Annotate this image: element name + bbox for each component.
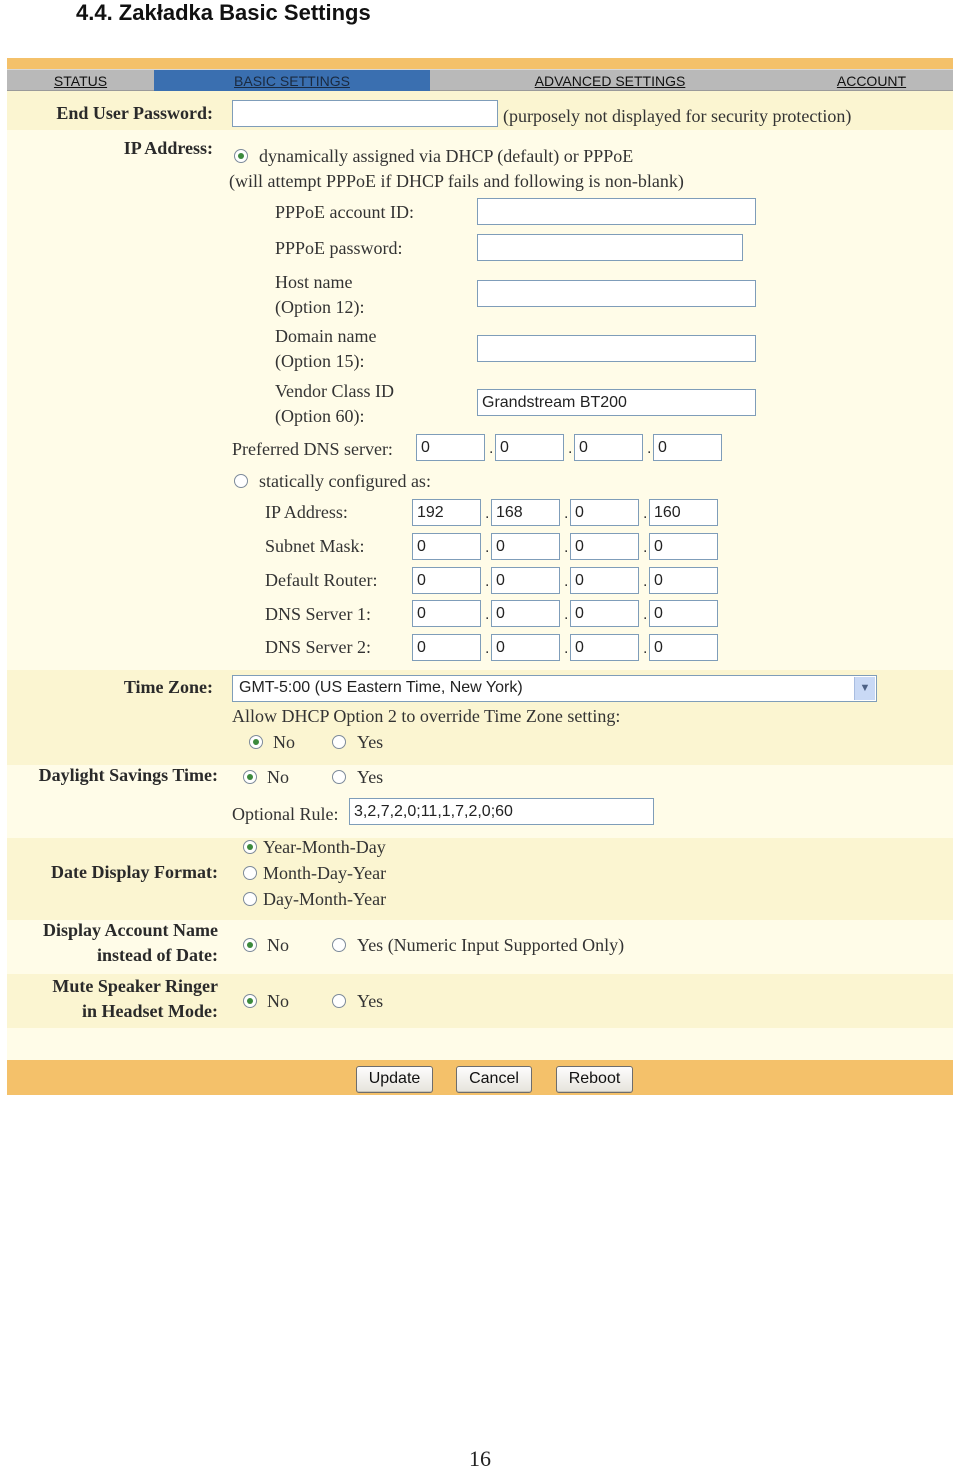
override-no-radio[interactable]: [249, 735, 263, 749]
end-user-password-input[interactable]: [232, 100, 498, 127]
password-note: (purposely not displayed for security protection): [503, 106, 852, 126]
octet-separator: .: [643, 539, 648, 556]
footer-bar: [7, 1060, 953, 1095]
mute-speaker-label-2: in Headset Mode:: [82, 1001, 218, 1021]
octet-separator: .: [564, 640, 569, 657]
octet-separator: .: [564, 573, 569, 590]
page-number: 16: [469, 1446, 491, 1471]
time-zone-select[interactable]: [232, 675, 877, 702]
display-account-name-label: Display Account Name: [43, 920, 218, 940]
octet-separator: .: [564, 539, 569, 556]
date-format-dmy-radio[interactable]: [243, 892, 257, 906]
pppoe-password-label: PPPoE password:: [275, 238, 403, 258]
dns-server-1-octet-2[interactable]: 0: [491, 600, 560, 627]
tab-advanced-settings[interactable]: ADVANCED SETTINGS: [534, 73, 686, 89]
static-radio[interactable]: [234, 474, 248, 488]
override-no-label: No: [273, 732, 295, 752]
static-ip-octet-3[interactable]: 0: [570, 499, 639, 526]
top-accent-bar: [7, 58, 953, 69]
static-ip-octet-1[interactable]: 192: [412, 499, 481, 526]
time-zone-selected: GMT-5:00 (US Eastern Time, New York): [239, 679, 523, 696]
time-zone-label: Time Zone:: [123, 677, 213, 697]
end-user-password-label: End User Password:: [56, 103, 213, 123]
octet-separator: .: [568, 440, 573, 457]
dns-server-2-octet-2[interactable]: 0: [491, 634, 560, 661]
date-format-mdy-radio[interactable]: [243, 866, 257, 880]
mute-no-radio[interactable]: [243, 994, 257, 1008]
daylight-no-radio[interactable]: [243, 770, 257, 784]
octet-separator: .: [485, 539, 490, 556]
octet-separator: .: [643, 573, 648, 590]
tab-basic-settings[interactable]: BASIC SETTINGS: [154, 70, 430, 92]
host-name-label: Host name: [275, 272, 353, 292]
static-ip-label: IP Address:: [265, 502, 348, 522]
chevron-down-icon[interactable]: ▼: [854, 677, 875, 700]
preferred-dns-octet-4[interactable]: 0: [653, 434, 722, 461]
default-router-octet-1[interactable]: 0: [412, 567, 481, 594]
daylight-no-label: No: [267, 767, 289, 787]
octet-separator: .: [643, 606, 648, 623]
subnet-mask-octet-2[interactable]: 0: [491, 533, 560, 560]
dns-server-1-label: DNS Server 1:: [265, 604, 371, 624]
override-yes-radio[interactable]: [332, 735, 346, 749]
octet-separator: .: [485, 606, 490, 623]
update-button[interactable]: Update: [356, 1066, 433, 1093]
host-name-option-label: (Option 12):: [275, 297, 365, 317]
settings-panel: [7, 58, 953, 1095]
octet-separator: .: [564, 606, 569, 623]
daylight-yes-label: Yes: [357, 767, 384, 787]
display-account-name-label-2: instead of Date:: [97, 945, 218, 965]
vendor-class-label: Vendor Class ID: [275, 381, 394, 401]
dns-server-2-octet-3[interactable]: 0: [570, 634, 639, 661]
subnet-mask-label: Subnet Mask:: [265, 536, 365, 556]
ip-address-label: IP Address:: [123, 138, 213, 158]
optional-rule-label: Optional Rule:: [232, 804, 339, 824]
octet-separator: .: [643, 505, 648, 522]
vendor-class-input[interactable]: Grandstream BT200: [477, 389, 756, 416]
mute-yes-label: Yes: [357, 991, 384, 1011]
override-yes-label: Yes: [357, 732, 384, 752]
default-router-octet-4[interactable]: 0: [649, 567, 718, 594]
default-router-octet-2[interactable]: 0: [491, 567, 560, 594]
domain-name-option-label: (Option 15):: [275, 351, 365, 371]
host-name-input[interactable]: [477, 280, 756, 307]
page-heading: 4.4. Zakładka Basic Settings: [76, 0, 371, 25]
reboot-button[interactable]: Reboot: [556, 1066, 633, 1093]
preferred-dns-octet-3[interactable]: 0: [574, 434, 643, 461]
octet-separator: .: [485, 640, 490, 657]
preferred-dns-octet-1[interactable]: 0: [416, 434, 485, 461]
static-option-label: statically configured as:: [259, 471, 431, 491]
pppoe-account-label: PPPoE account ID:: [275, 202, 414, 222]
dns-server-1-octet-4[interactable]: 0: [649, 600, 718, 627]
subnet-mask-octet-3[interactable]: 0: [570, 533, 639, 560]
static-ip-octet-4[interactable]: 160: [649, 499, 718, 526]
dhcp-radio[interactable]: [234, 149, 248, 163]
dhcp-option-label: dynamically assigned via DHCP (default) or PPPoE: [259, 146, 634, 166]
display-account-no-radio[interactable]: [243, 938, 257, 952]
date-format-ymd-radio[interactable]: [243, 840, 257, 854]
preferred-dns-octet-2[interactable]: 0: [495, 434, 564, 461]
default-router-label: Default Router:: [265, 570, 378, 590]
subnet-mask-octet-4[interactable]: 0: [649, 533, 718, 560]
tab-account[interactable]: ACCOUNT: [836, 73, 907, 89]
date-format-dmy-label: Day-Month-Year: [263, 889, 387, 909]
mute-speaker-label: Mute Speaker Ringer: [52, 976, 218, 996]
domain-name-input[interactable]: [477, 335, 756, 362]
default-router-octet-3[interactable]: 0: [570, 567, 639, 594]
pppoe-password-input[interactable]: [477, 234, 743, 261]
tab-status[interactable]: STATUS: [53, 73, 108, 89]
cancel-button[interactable]: Cancel: [456, 1066, 532, 1093]
subnet-mask-octet-1[interactable]: 0: [412, 533, 481, 560]
optional-rule-input[interactable]: 3,2,7,2,0;11,1,7,2,0;60: [349, 798, 654, 825]
octet-separator: .: [485, 505, 490, 522]
dhcp-override-label: Allow DHCP Option 2 to override Time Zone setting:: [232, 706, 621, 726]
dns-server-2-octet-4[interactable]: 0: [649, 634, 718, 661]
octet-separator: .: [489, 440, 494, 457]
daylight-savings-label: Daylight Savings Time:: [38, 765, 218, 785]
octet-separator: .: [643, 640, 648, 657]
preferred-dns-label: Preferred DNS server:: [232, 439, 393, 459]
nav-bar: [7, 69, 953, 91]
octet-separator: .: [485, 573, 490, 590]
date-format-ymd-label: Year-Month-Day: [263, 837, 386, 857]
display-account-yes-radio[interactable]: [332, 938, 346, 952]
date-format-mdy-label: Month-Day-Year: [263, 863, 387, 883]
date-display-format-label: Date Display Format:: [51, 862, 218, 882]
octet-separator: .: [647, 440, 652, 457]
dns-server-1-octet-1[interactable]: 0: [412, 600, 481, 627]
domain-name-label: Domain name: [275, 326, 377, 346]
mute-no-label: No: [267, 991, 289, 1011]
mute-yes-radio[interactable]: [332, 994, 346, 1008]
dns-server-1-octet-3[interactable]: 0: [570, 600, 639, 627]
static-ip-octet-2[interactable]: 168: [491, 499, 560, 526]
display-account-yes-label: Yes (Numeric Input Supported Only): [357, 935, 625, 955]
pppoe-account-input[interactable]: [477, 198, 756, 225]
display-account-no-label: No: [267, 935, 289, 955]
dhcp-note: (will attempt PPPoE if DHCP fails and following is non-blank): [229, 171, 684, 191]
dns-server-2-octet-1[interactable]: 0: [412, 634, 481, 661]
vendor-class-option-label: (Option 60):: [275, 406, 365, 426]
octet-separator: .: [564, 505, 569, 522]
daylight-yes-radio[interactable]: [332, 770, 346, 784]
dns-server-2-label: DNS Server 2:: [265, 637, 371, 657]
